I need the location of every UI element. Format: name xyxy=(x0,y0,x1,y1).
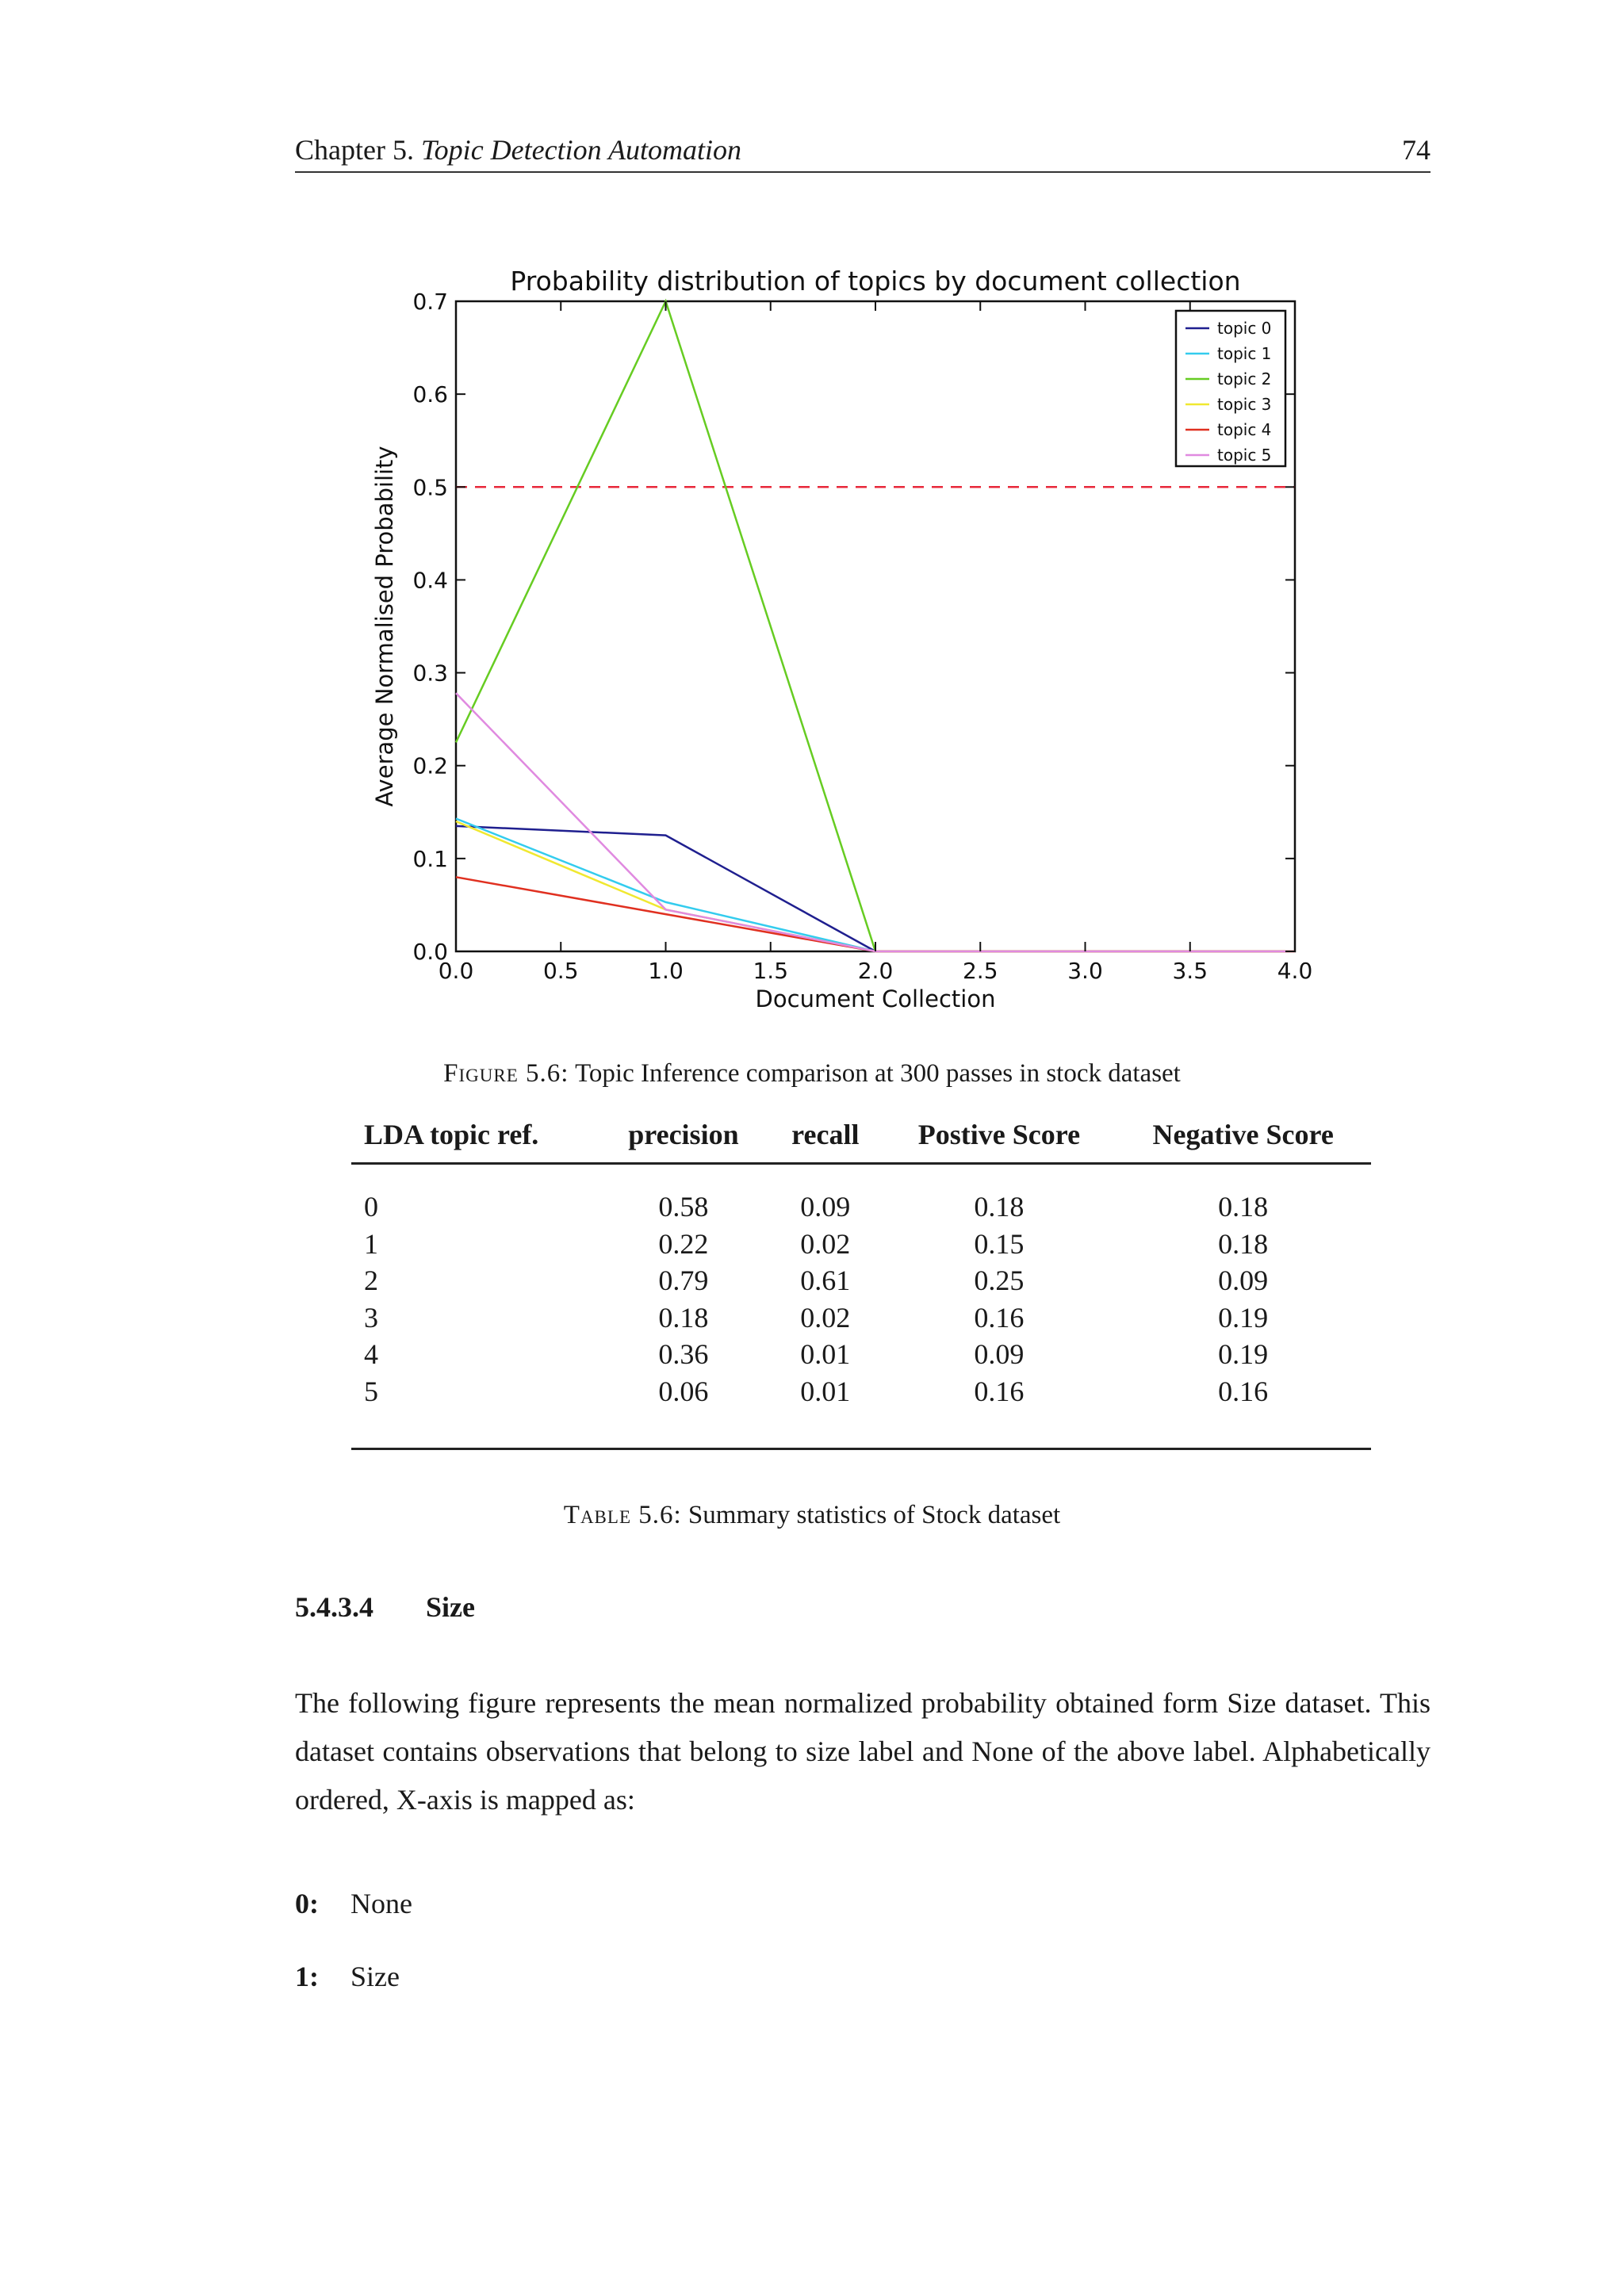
series-line-topic-4 xyxy=(456,877,1295,951)
cell-precision: 0.79 xyxy=(658,1265,709,1296)
mapping-key: 1: xyxy=(295,1961,319,1992)
col-header-recall: recall xyxy=(768,1110,883,1164)
section-number: 5.4.3.4 xyxy=(295,1591,373,1623)
x-tick-label: 3.0 xyxy=(1067,958,1103,984)
x-tick-label: 2.0 xyxy=(857,958,894,984)
y-tick-label: 0.1 xyxy=(412,845,448,872)
cell-recall: 0.02 xyxy=(800,1227,851,1260)
cell-negative-score: 0.19 xyxy=(1218,1301,1269,1334)
cell-precision: 0.36 xyxy=(658,1338,709,1370)
cell-topic-ref: 2 xyxy=(364,1265,378,1296)
table-caption xyxy=(0,1501,1624,1530)
x-tick-label: 0.0 xyxy=(438,958,474,984)
y-tick-label: 0.6 xyxy=(412,381,448,408)
table-row xyxy=(351,1188,1371,1226)
col-header-negative-score: Negative Score xyxy=(1115,1110,1371,1164)
y-tick-label: 0.3 xyxy=(412,660,448,687)
legend-label-topic-3: topic 3 xyxy=(1217,395,1272,414)
col-header-topic-ref: LDA topic ref. xyxy=(351,1110,599,1164)
figure-caption-label: Figure 5.6: xyxy=(443,1059,569,1088)
summary-table xyxy=(351,1110,1371,1450)
cell-recall: 0.02 xyxy=(800,1301,851,1334)
cell-precision: 0.22 xyxy=(658,1227,709,1260)
table-row xyxy=(351,1373,1371,1410)
table-header-row xyxy=(351,1110,1371,1164)
section-heading xyxy=(295,1590,475,1624)
cell-precision: 0.58 xyxy=(658,1191,709,1223)
chapter-title: Topic Detection Automation xyxy=(420,134,741,166)
series-line-topic-3 xyxy=(456,821,1295,951)
table-row xyxy=(351,1262,1371,1299)
figure-5-6 xyxy=(365,254,1332,1015)
x-tick-label: 0.5 xyxy=(542,958,579,984)
mapping-value: Size xyxy=(350,1961,400,1992)
cell-recall: 0.01 xyxy=(800,1338,851,1370)
summary-table-wrap xyxy=(351,1110,1371,1450)
cell-negative-score: 0.16 xyxy=(1218,1375,1269,1407)
col-header-precision: precision xyxy=(599,1110,768,1164)
cell-recall: 0.09 xyxy=(800,1191,851,1223)
x-tick-label: 1.5 xyxy=(753,958,789,984)
page-number: 74 xyxy=(1402,134,1431,166)
cell-positive-score: 0.25 xyxy=(974,1265,1025,1296)
plot-frame xyxy=(456,301,1295,951)
table-row xyxy=(351,1336,1371,1373)
cell-positive-score: 0.16 xyxy=(974,1301,1025,1334)
table-spacer xyxy=(351,1164,1371,1189)
cell-positive-score: 0.16 xyxy=(974,1375,1025,1407)
cell-negative-score: 0.19 xyxy=(1218,1338,1269,1370)
chapter-heading xyxy=(295,133,741,166)
table-body xyxy=(351,1164,1371,1449)
cell-recall: 0.61 xyxy=(800,1265,851,1296)
cell-precision: 0.06 xyxy=(658,1375,709,1407)
table-bottom-rule xyxy=(351,1410,1371,1449)
series-line-topic-5 xyxy=(456,693,1295,951)
cell-positive-score: 0.18 xyxy=(974,1191,1025,1223)
x-tick-label: 2.5 xyxy=(962,958,998,984)
legend-label-topic-1: topic 1 xyxy=(1217,344,1272,363)
table-caption-label: Table 5.6: xyxy=(563,1501,682,1529)
x-axis-label: Document Collection xyxy=(755,985,996,1012)
cell-positive-score: 0.09 xyxy=(974,1338,1025,1370)
mapping-item xyxy=(295,1887,412,1920)
cell-negative-score: 0.18 xyxy=(1218,1227,1269,1260)
col-header-positive-score: Postive Score xyxy=(883,1110,1116,1164)
y-tick-label: 0.4 xyxy=(412,567,448,594)
cell-negative-score: 0.18 xyxy=(1218,1191,1269,1223)
legend-label-topic-0: topic 0 xyxy=(1217,319,1272,338)
header-rule xyxy=(295,171,1431,173)
chart-title: Probability distribution of topics by document collection xyxy=(510,266,1241,297)
legend-label-topic-2: topic 2 xyxy=(1217,369,1272,388)
series-line-topic-1 xyxy=(456,819,1295,952)
series-line-topic-2 xyxy=(456,301,1295,951)
table-caption-text: Summary statistics of Stock dataset xyxy=(688,1501,1061,1529)
cell-recall: 0.01 xyxy=(800,1375,851,1407)
figure-caption xyxy=(0,1059,1624,1089)
cell-negative-score: 0.09 xyxy=(1218,1265,1269,1296)
legend-label-topic-4: topic 4 xyxy=(1217,420,1272,439)
y-axis-label: Average Normalised Probability xyxy=(371,446,398,807)
cell-positive-score: 0.15 xyxy=(974,1227,1025,1260)
x-tick-label: 4.0 xyxy=(1277,958,1313,984)
section-title: Size xyxy=(426,1591,475,1623)
mapping-key: 0: xyxy=(295,1888,319,1919)
y-tick-label: 0.2 xyxy=(412,752,448,779)
cell-precision: 0.18 xyxy=(658,1301,709,1334)
y-tick-label: 0.5 xyxy=(412,474,448,501)
x-tick-label: 1.0 xyxy=(648,958,684,984)
cell-topic-ref: 0 xyxy=(364,1191,378,1223)
legend-label-topic-5: topic 5 xyxy=(1217,446,1272,465)
x-tick-label: 3.5 xyxy=(1172,958,1208,984)
cell-topic-ref: 5 xyxy=(364,1375,378,1407)
figure-caption-text: Topic Inference comparison at 300 passes in stock dataset xyxy=(575,1059,1181,1088)
table-row xyxy=(351,1226,1371,1263)
cell-topic-ref: 3 xyxy=(364,1301,378,1334)
line-chart xyxy=(365,254,1332,1015)
series-line-topic-0 xyxy=(456,826,1295,951)
y-tick-label: 0.7 xyxy=(412,289,448,315)
table-row xyxy=(351,1299,1371,1337)
chapter-prefix: Chapter 5. xyxy=(295,134,414,166)
mapping-value: None xyxy=(350,1888,412,1919)
cell-topic-ref: 1 xyxy=(364,1227,378,1260)
mapping-item xyxy=(295,1960,400,1993)
y-tick-label: 0.0 xyxy=(412,939,448,965)
running-header xyxy=(295,133,1431,173)
cell-topic-ref: 4 xyxy=(364,1338,378,1370)
body-paragraph: The following figure represents the mean normalized probability obtained form Size dataset. This dataset contains observations that belong to size label and None of the above label. Alphabetically ordered, X-axis is mapped as: xyxy=(295,1687,1431,1816)
